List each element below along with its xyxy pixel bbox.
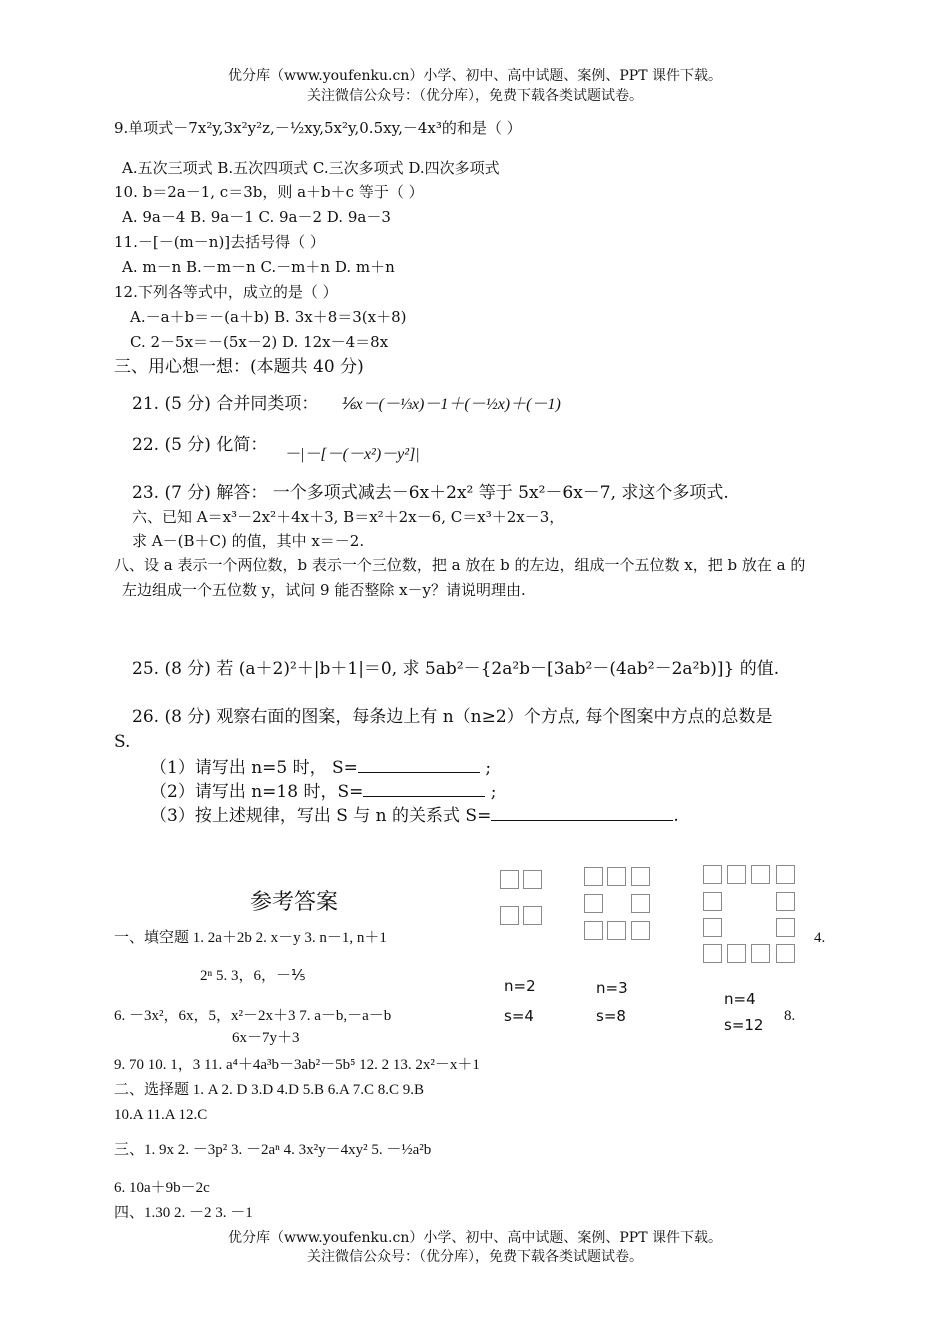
square-dot bbox=[703, 944, 722, 963]
square-dot bbox=[631, 894, 650, 913]
answers-fill-in-6-extra: 6x－7y＋3 bbox=[232, 1030, 300, 1046]
answers-fill-in-8-label: 8. bbox=[784, 1008, 796, 1024]
question-six: 六、已知 A＝x³－2x²＋4x＋3, B＝x²＋2x－6, C＝x³＋2x－3， bbox=[132, 508, 565, 526]
square-dot bbox=[727, 944, 746, 963]
question-21-expression: ⅙x－(－⅓x)－1＋(－½x)＋(－1) bbox=[340, 396, 561, 413]
figure-2-s-label: s=8 bbox=[596, 1007, 626, 1025]
question-six-part-b: 求 A－(B＋C) 的值，其中 x＝－2. bbox=[132, 532, 365, 550]
square-dot bbox=[500, 870, 519, 889]
square-dot bbox=[584, 867, 603, 886]
answers-fill-in-4-5: 2ⁿ 5. 3，6，－⅕ bbox=[200, 968, 306, 984]
square-dot bbox=[703, 865, 722, 884]
square-dot bbox=[607, 867, 626, 886]
answers-fill-in-4-label: 4. bbox=[814, 930, 826, 946]
footer-line-1: 优分库（www.youfenku.cn）小学、初中、高中试题、案例、PPT 课件下载。 bbox=[227, 1230, 722, 1246]
square-dot bbox=[607, 921, 626, 940]
square-dot bbox=[631, 867, 650, 886]
question-eight-line-2: 左边组成一个五位数 y，试问 9 能否整除 x－y？请说明理由. bbox=[122, 581, 526, 599]
square-dot bbox=[584, 894, 603, 913]
question-26-part-2: （2）请写出 n=18 时，S= ; bbox=[150, 782, 497, 802]
question-10: 10. b＝2a－1, c＝3b，则 a＋b＋c 等于（ ） bbox=[114, 183, 424, 201]
answers-section-3-q6: 6. 10a＋9b－2c bbox=[114, 1180, 210, 1196]
square-dot bbox=[703, 892, 722, 911]
answers-fill-in-9-13: 9. 70 10. 1，3 11. a⁴＋4a³b－3ab²－5b⁵ 12. 2 13. 2x²－x＋1 bbox=[114, 1057, 480, 1073]
square-dot bbox=[751, 865, 770, 884]
question-10-options: A. 9a－4 B. 9a－1 C. 9a－2 D. 9a－3 bbox=[122, 208, 391, 226]
question-9: 9.单项式－7x²y,3x²y²z,－½xy,5x²y,0.5xy,－4x³的和是（ ） bbox=[114, 119, 522, 137]
question-26-line-2: S. bbox=[114, 732, 131, 752]
square-dot bbox=[751, 944, 770, 963]
question-26-part-3: （3）按上述规律，写出 S 与 n 的关系式 S= . bbox=[150, 806, 679, 826]
question-23: 23. (7 分) 解答： 一个多项式减去－6x＋2x² 等于 5x²－6x－7, 求这个多项式. bbox=[132, 483, 729, 503]
square-dot bbox=[584, 921, 603, 940]
answer-blank bbox=[491, 806, 673, 821]
figure-3-n-label: n=4 bbox=[724, 990, 756, 1008]
answers-choice-1-9: 二、选择题 1. A 2. D 3.D 4.D 5.B 6.A 7.C 8.C 9.B bbox=[114, 1082, 425, 1098]
figure-1-n-label: n=2 bbox=[504, 977, 536, 995]
answers-choice-10-12: 10.A 11.A 12.C bbox=[114, 1107, 208, 1123]
question-11-options: A. m－n B.－m－n C.－m＋n D. m＋n bbox=[122, 258, 395, 276]
answer-blank bbox=[363, 782, 485, 797]
section-3-heading: 三、用心想一想：(本题共 40 分) bbox=[114, 357, 364, 377]
footer-line-2: 关注微信公众号：（优分库），免费下载各类试题试卷。 bbox=[307, 1249, 643, 1265]
answer-blank bbox=[358, 758, 480, 773]
question-12-options-ab: A.－a＋b＝－(a＋b) B. 3x＋8＝3(x＋8) bbox=[130, 308, 407, 326]
header-line-2: 关注微信公众号：（优分库），免费下载各类试题试卷。 bbox=[307, 88, 643, 104]
square-dot bbox=[776, 918, 795, 937]
question-11: 11.－[－(m－n)]去括号得（ ） bbox=[114, 233, 325, 251]
question-21: 21. (5 分) 合并同类项： bbox=[132, 394, 319, 414]
header-line-1: 优分库（www.youfenku.cn）小学、初中、高中试题、案例、PPT 课件下载。 bbox=[227, 68, 722, 84]
question-12-options-cd: C. 2－5x＝－(5x－2) D. 12x－4＝8x bbox=[130, 333, 389, 351]
square-dot bbox=[523, 870, 542, 889]
question-22-expression: －|－[－(－x²)－y²]| bbox=[284, 446, 420, 463]
question-22: 22. (5 分) 化简： bbox=[132, 435, 268, 455]
question-eight-line-1: 八、设 a 表示一个两位数，b 表示一个三位数，把 a 放在 b 的左边，组成一个五位数 x，把 b 放在 a 的 bbox=[114, 556, 806, 574]
figure-1-s-label: s=4 bbox=[504, 1007, 534, 1025]
square-dot bbox=[523, 906, 542, 925]
square-dot bbox=[776, 944, 795, 963]
figure-2-n-label: n=3 bbox=[596, 979, 628, 997]
answers-section-3: 三、1. 9x 2. －3p² 3. －2aⁿ 4. 3x²y－4xy² 5. －½a²b bbox=[114, 1142, 432, 1158]
square-dot bbox=[776, 865, 795, 884]
question-26-line-1: 26. (8 分) 观察右面的图案，每条边上有 n（n≥2）个方点, 每个图案中方点的总数是 bbox=[132, 707, 773, 727]
answers-fill-in-1-3: 一、填空题 1. 2a＋2b 2. x－y 3. n－1, n＋1 bbox=[114, 930, 387, 946]
question-9-options: A.五次三项式 B.五次四项式 C.三次多项式 D.四次多项式 bbox=[122, 159, 500, 177]
question-26-part-1: （1）请写出 n=5 时， S= ; bbox=[150, 758, 492, 778]
square-dot bbox=[631, 921, 650, 940]
answers-fill-in-6-7: 6. －3x²，6x，5，x²－2x＋3 7. a－b,－a－b bbox=[114, 1008, 392, 1024]
figure-3-s-label: s=12 bbox=[724, 1017, 764, 1031]
answers-title: 参考答案 bbox=[250, 890, 339, 915]
square-dot bbox=[727, 865, 746, 884]
square-dot bbox=[776, 892, 795, 911]
square-dot bbox=[500, 906, 519, 925]
question-25: 25. (8 分) 若 (a＋2)²＋|b＋1|＝0, 求 5ab²－{2a²b－[3ab²－(4ab²－2a²b)]} 的值. bbox=[132, 659, 780, 679]
question-12: 12.下列各等式中，成立的是（ ） bbox=[114, 283, 338, 301]
answers-section-4: 四、1.30 2. －2 3. －1 bbox=[114, 1205, 253, 1221]
square-dot bbox=[703, 918, 722, 937]
